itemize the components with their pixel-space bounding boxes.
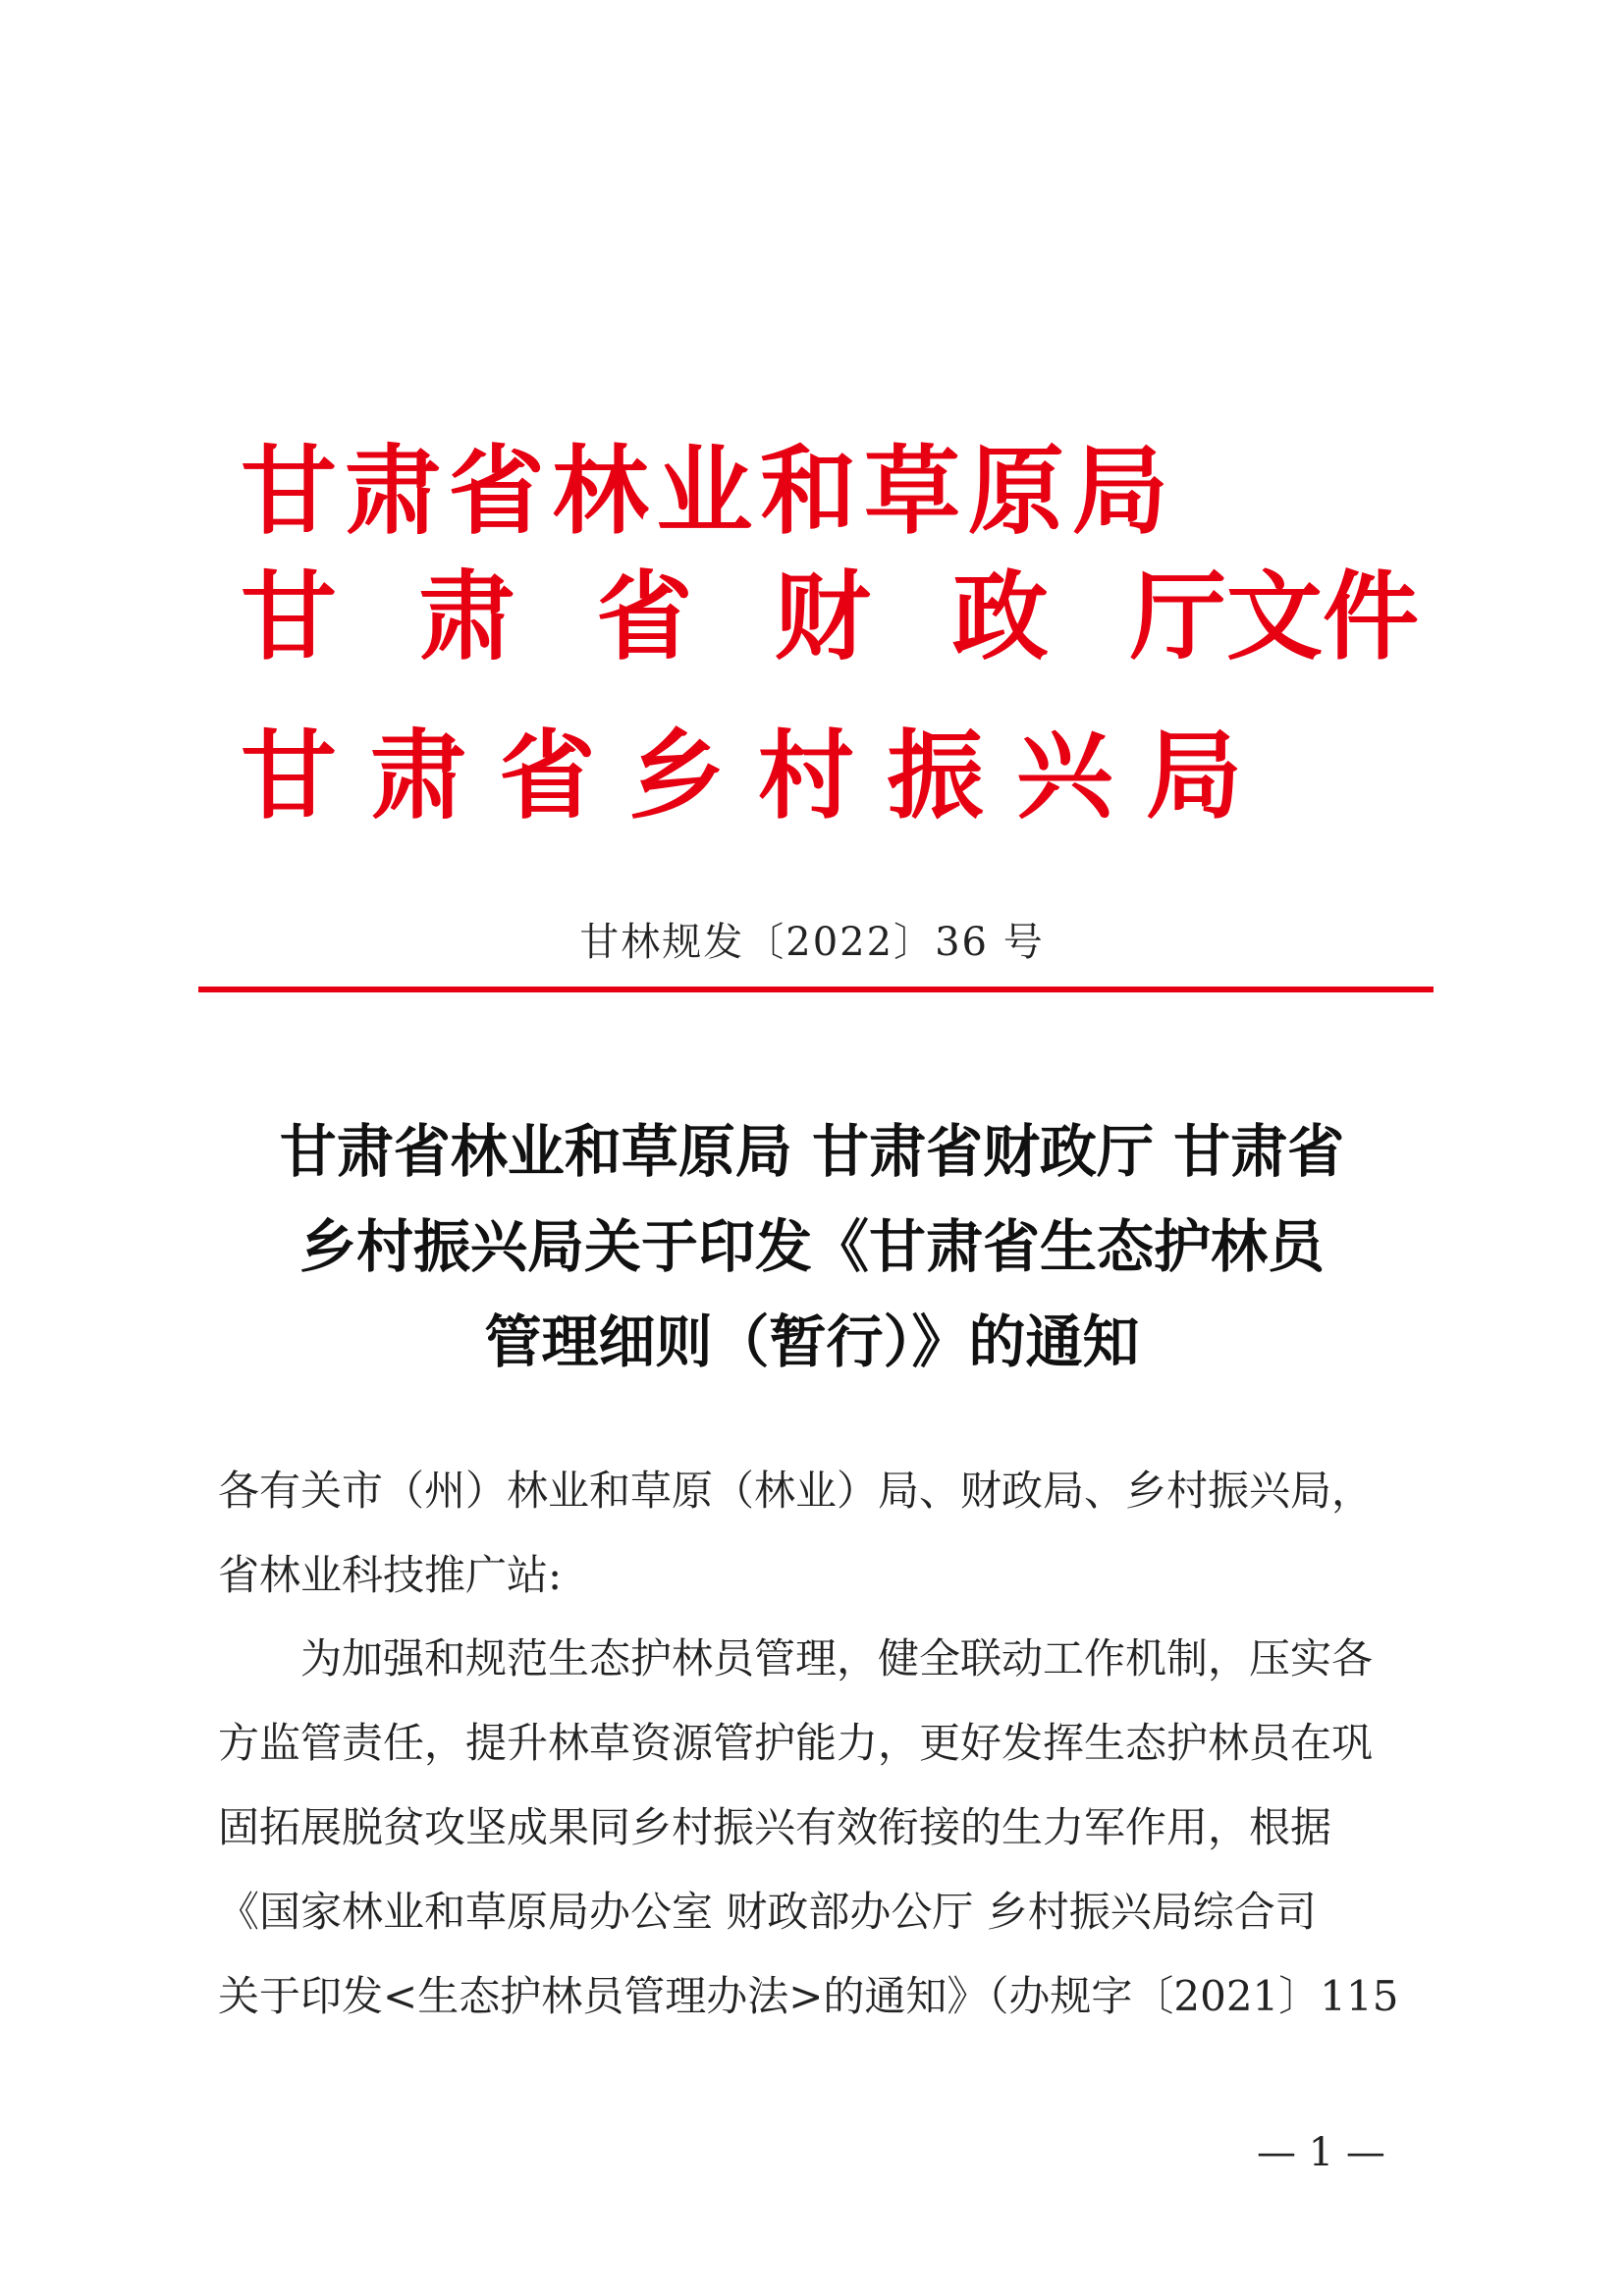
title-line: 管理细则（暂行）》的通知 (484, 1308, 1140, 1375)
addressee-line: 省林业科技推广站: (218, 1551, 563, 1599)
title-line: 乡村振兴局关于印发《甘肃省生态护林员 (298, 1213, 1325, 1280)
paragraph-line: 固拓展脱贫攻坚成果同乡村振兴有效衔接的生力军作用，根据 (218, 1803, 1332, 1851)
document-number: 甘林规发〔2022〕36 号 (579, 920, 1045, 965)
header-divider (198, 987, 1434, 992)
title-line: 甘肃省林业和草原局 甘肃省财政厅 甘肃省 (279, 1118, 1345, 1185)
document-title (157, 1104, 1467, 1390)
paragraph-line: 《国家林业和草原局办公室 财政部办公厅 乡村振兴局综合司 (218, 1888, 1317, 1936)
issuer-line-finance-department (241, 561, 1419, 673)
issuer-char: 振 (887, 720, 984, 832)
issuer-line-forestry-bureau: 甘肃省林业和草原局 (241, 435, 1176, 548)
paragraph-line: 关于印发<生态护林员管理办法>的通知》（办规字〔2021〕115 (218, 1972, 1399, 2020)
issuer-char: 厅文件 (1129, 561, 1419, 673)
issuer-char: 省 (596, 561, 693, 673)
issuer-char: 肃 (418, 561, 515, 673)
page-number: — 1 — (1257, 2130, 1385, 2175)
issuer-char: 乡 (628, 720, 726, 832)
paragraph-line: 方监管责任，提升林草资源管护能力，更好发挥生态护林员在巩 (218, 1719, 1374, 1767)
issuer-char: 兴 (1016, 720, 1113, 832)
issuer-char: 甘 (241, 720, 338, 832)
issuer-char: 甘 (241, 561, 338, 673)
issuer-char: 省 (499, 720, 596, 832)
addressee-line: 各有关市（州）林业和草原（林业）局、财政局、乡村振兴局， (218, 1467, 1374, 1515)
issuer-char: 财 (774, 561, 871, 673)
issuer-char: 局 (1145, 720, 1242, 832)
paragraph-line: 为加强和规范生态护林员管理，健全联动工作机制，压实各 (300, 1634, 1374, 1682)
issuer-char: 政 (951, 561, 1049, 673)
issuer-char: 村 (757, 720, 854, 832)
issuer-char: 肃 (369, 720, 466, 832)
issuer-line-rural-revitalization-bureau (241, 720, 1242, 832)
